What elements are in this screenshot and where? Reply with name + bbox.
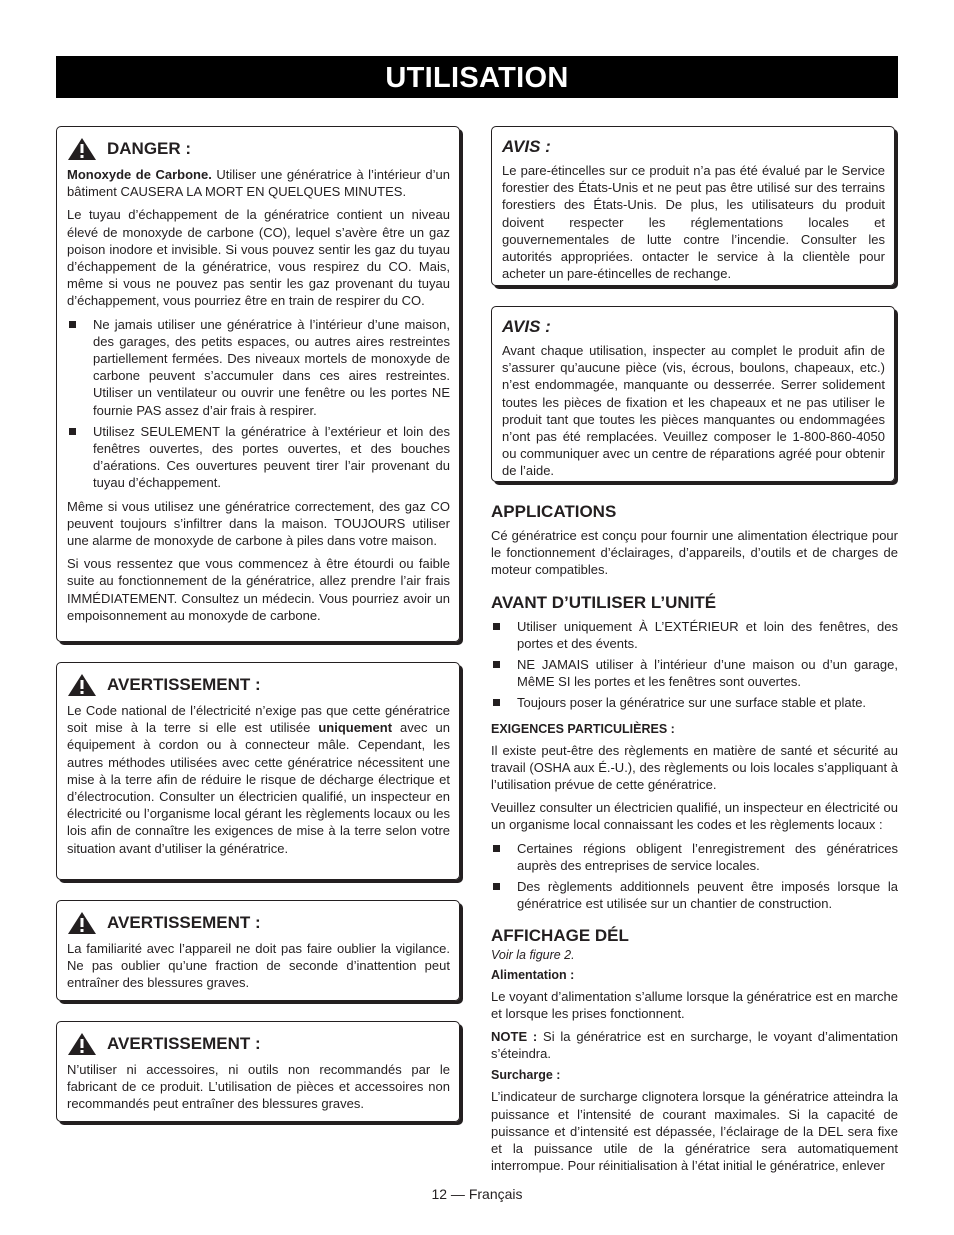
danger-header [67,137,450,161]
square-bullet-icon [493,661,500,668]
left-column [56,126,463,1142]
warning-triangle-icon [67,673,97,697]
square-bullet-icon [69,321,76,328]
danger-paragraph-4: Si vous ressentez que vous commencez à être étourdi ou faible suite au fonctionnement de la génératrice, allez prendre l’air frais IMMÉDIATEMENT. Consultez un médecin. Vous pourriez avoir un empoisonnement au monoxyde de carbone. [67,556,450,623]
see-figure-reference: Voir la figure 2. [491,948,575,963]
list-item: Utiliser uniquement À L’EXTÉRIEUR et loin des fenêtres, des portes et des évents. [491,618,898,652]
list-item: Certaines régions obligent l’enregistrement des génératrices auprès des entreprises de service locales. [491,840,898,874]
list-item: NE JAMAIS utiliser à l’intérieur d’une maison ou d’un garage, MêME SI les portes et les fenêtres sont ouvertes. [491,656,898,690]
special-requirements-paragraph-1: Il existe peut-être des règlements en matière de santé et sécurité au travail (OSHA aux É.-U.), des règlements ou lois locales s’appliquant à l’utilisation prévue de cette génératrice. [491,742,898,793]
warning-paragraph: Le Code national de l’électricité n’exige pas que cette génératrice soit mise à la terre si elle est utilisée uniquement avec un équipement à cordon ou à connecteur mâle. Cependant, les autres méthodes utilisées avec cette génératrice nécessitent une mise à la terre afin de réduire le risque de décharge électrique et d’électrocution. Consulter un électricien qualifié, un inspecteur en électricité ou l’organisme local gérant les règlements locaux ou les lois afin de connaître les exigences de mise à la terre selon votre situation avant d’utiliser la génératrice. [67,703,450,856]
before-use-list [491,618,898,712]
notice-box-inspection [491,306,895,482]
danger-paragraph-3: Même si vous utilisez une génératrice correctement, des gaz CO peuvent toujours s’infiltrer dans la maison. TOUJOURS utiliser une alarme de monoxyde de carbone à piles dans votre maison. [67,498,450,549]
notice-paragraph: Avant chaque utilisation, inspecter au complet le produit afin de s’assurer qu’aucune pièce (vis, écrous, boulons, chapeaux, etc.) n’est endommagée, manquante ou desserrée. Serrer solidement toutes les pièces de fixation et les chapeaux et ne pas utiliser le produit tant que toutes les pièces manquantes ou endommagées n’ont pas été remplacées. Veuillez composer le 1-800-860-4050 ou communiquer avec un centre de réparations agréé pour obtenir de l’aide. [502,343,885,479]
warning-heading: AVERTISSEMENT : [107,675,261,694]
warning-heading: AVERTISSEMENT : [107,1034,261,1053]
led-display-heading: AFFICHAGE DÉL [491,926,629,946]
list-item: Des règlements additionnels peuvent être imposés lorsque la génératrice est utilisée sur un chantier de construction. [491,878,898,912]
warning-header [67,911,450,935]
danger-heading: DANGER : [107,139,192,158]
list-item: Ne jamais utiliser une génératrice à l’intérieur d’une maison, des garages, des petits espaces, ou autres aires restreintes partiellement fermées. Des niveaux mortels de monoxyde de carbone peuvent s’accumuler dans ces aires restreintes. Utiliser un ventilateur ou ouvrir une fenêtre ou les portes NE fournie PAS assez d’air frais à respirer. [67,316,450,419]
notice-heading: AVIS : [502,317,551,336]
square-bullet-icon [493,883,500,890]
overload-subheading: Surcharge : [491,1068,561,1083]
notice-heading: AVIS : [502,137,551,156]
notice-paragraph: Le pare-étincelles sur ce produit n’a pas été évalué par le Service forestier des États-Unis et ne peut pas être utilisé sur des terrains forestiers des États-Unis. De plus, les utilisateurs du produit doivent respecter les réglementations locales et gouvernementales de lutte contre l’incendie. Consulter les autorités appropriées. ontacter le service à la clientèle pour acheter un pare-étincelles de rechange. [502,163,885,282]
special-requirements-list [491,840,898,913]
warning-paragraph: La familiarité avec l’appareil ne doit pas faire oublier la vigilance. Ne pas oublier qu’une fraction de seconde d’inattention peut entraîner des blessures graves. [67,941,450,991]
applications-heading: APPLICATIONS [491,502,617,521]
overload-paragraph: L’indicateur de surcharge clignotera lorsque la génératrice atteindra la puissance et l’intensité de courant maximales. Si la capacité de puissance et d’intensité est dépassée, l’éclairage de la DEL sera fixe et la puissance utile de la génératrice sera automatiquement interrompue. Pour réinitialisation à l’état initial le génératrice, enlever [491,1089,898,1174]
danger-p1-rest: Utiliser une génératrice à l’intérieur d’un bâtiment CAUSERA LA MORT EN QUELQUES MINUTES. [67,167,450,200]
danger-box [56,126,460,642]
warning-header [67,673,450,697]
special-requirements-heading: EXIGENCES PARTICULIÈRES : [491,721,675,736]
danger-paragraph-1 [67,166,450,200]
warning-box-grounding [56,662,460,880]
list-item: Utilisez SEULEMENT la génératrice à l’extérieur et loin des fenêtres ouvertes, des portes ouvertes, et des bouches d’aérations. Ces ouvertures peuvent tirer l’air provenant du tuyau d’échappement. [67,423,450,492]
power-paragraph: Le voyant d’alimentation s’allume lorsque la génératrice est en marche et lorsque les prises fonctionnent. [491,988,898,1021]
special-requirements-paragraph-2: Veuillez consulter un électricien qualifié, un inspecteur en électricité ou un organisme local connaissant les codes et les règlements locaux : [491,800,898,833]
danger-p1-bold: Monoxyde de Carbone. [67,167,212,182]
notice-box-spark-arrester [491,126,895,286]
note-paragraph: NOTE : Si la génératrice est en surcharge, le voyant d’alimentation s’éteindra. [491,1029,898,1062]
warning-triangle-icon [67,137,97,161]
warning-box-accessories [56,1021,460,1122]
page-title-banner: UTILISATION [56,56,898,98]
warning-box-familiarity [56,900,460,1001]
warning-triangle-icon [67,911,97,935]
warning-heading: AVERTISSEMENT : [107,913,261,932]
danger-bullet-list [67,316,450,492]
warning-header [67,1032,450,1056]
square-bullet-icon [493,845,500,852]
before-use-heading: AVANT D’UTILISER L’UNITÉ [491,592,717,612]
page-footer: 12 — Français [431,1186,523,1202]
warning-paragraph: N’utiliser ni accessoires, ni outils non recommandés par le fabricant de ce produit. L’utilisation de pièces et accessoires non recommandés peut entraîner des blessures graves. [67,1062,450,1112]
applications-paragraph: Cé génératrice est conçu pour fournir une alimentation électrique pour le fonctionnement d’éclairages, d’appareils, d’outils et de charges de moteur compatibles. [491,528,898,578]
warning-triangle-icon [67,1032,97,1056]
list-item: Toujours poser la génératrice sur une surface stable et plate. [491,694,898,711]
square-bullet-icon [493,623,500,630]
square-bullet-icon [493,699,500,706]
danger-paragraph-2: Le tuyau d’échappement de la génératrice contient un niveau élevé de monoxyde de carbone (CO), lequel s’avère être un gaz poison inodore et invisible. Si vous pouvez sentir les gaz du tuyau d’échappement de la génératrice, vous respirez du CO. Mais, même si vous ne pouvez pas sentir les gaz provenant du tuyau d’échappement, vous pourriez être en train de respirer du CO. [67,207,450,309]
right-column [491,126,898,1180]
square-bullet-icon [69,428,76,435]
power-subheading: Alimentation : [491,967,575,982]
